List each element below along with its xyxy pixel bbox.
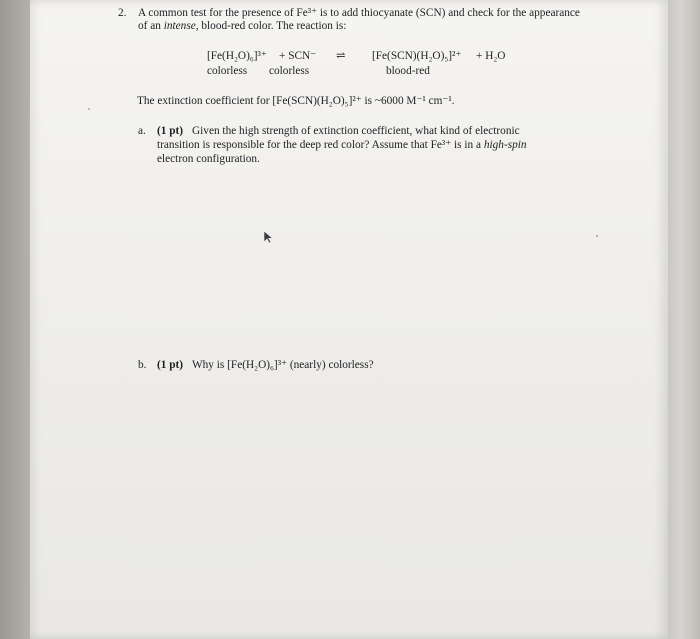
intro-text-part: , blood-red color. The reaction is: (195, 20, 347, 32)
part-a-line2 (157, 140, 527, 151)
part-b-points: (1 pt) (157, 359, 184, 371)
part-b-label: b. (138, 359, 147, 371)
product-color-label: blood-red (386, 65, 430, 77)
extinction-complex: [Fe(SCN)(H₂O)₅]²⁺ (272, 95, 362, 107)
part-b-text-part: Why is (192, 359, 228, 371)
reactant1-color-label: colorless (207, 65, 248, 77)
part-a-emphasis-high-spin: high-spin (483, 139, 527, 151)
reaction-reactant1: [Fe(H₂O)₆]³⁺ (207, 50, 267, 62)
reaction-product1: [Fe(SCN)(H₂O)₅]²⁺ (372, 50, 462, 62)
extinction-text-part: is ~6000 M⁻¹ cm⁻¹. (361, 95, 455, 107)
extinction-text-part: The extinction coefficient for (137, 95, 273, 107)
background-edge-right (668, 0, 700, 639)
extinction-coefficient-text (137, 96, 455, 107)
reactant2-color-label: colorless (269, 65, 310, 77)
part-b-text-part: (nearly) colorless? (287, 359, 374, 371)
equilibrium-arrow: ⇌ (336, 50, 346, 62)
background-edge-left (0, 0, 30, 639)
part-a-line3: electron configuration. (157, 153, 260, 165)
part-a-line1: Given the high strength of extinction coefficient, what kind of electronic (192, 125, 520, 137)
question-number: 2. (118, 7, 127, 19)
mouse-cursor-icon (262, 230, 276, 244)
part-b-complex: [Fe(H₂O)₆]³⁺ (227, 359, 288, 371)
paper-speck (88, 108, 90, 110)
part-a-label: a. (138, 125, 146, 137)
reaction-product2: + H₂O (476, 50, 506, 62)
intro-text-part: of an (138, 20, 164, 32)
part-a-points: (1 pt) (157, 125, 184, 137)
question-intro-line1: A common test for the presence of Fe³⁺ is to add thiocyanate (SCN) and check for the appearance (138, 7, 580, 19)
part-b-question (192, 360, 374, 371)
part-a-text-part: transition is responsible for the deep red color? Assume that Fe³⁺ is in a (157, 139, 484, 151)
paper-speck (596, 235, 598, 237)
question-intro-line2 (138, 21, 346, 32)
intro-emphasis-intense: intense (163, 20, 196, 32)
reaction-reactant2: + SCN⁻ (279, 50, 317, 62)
